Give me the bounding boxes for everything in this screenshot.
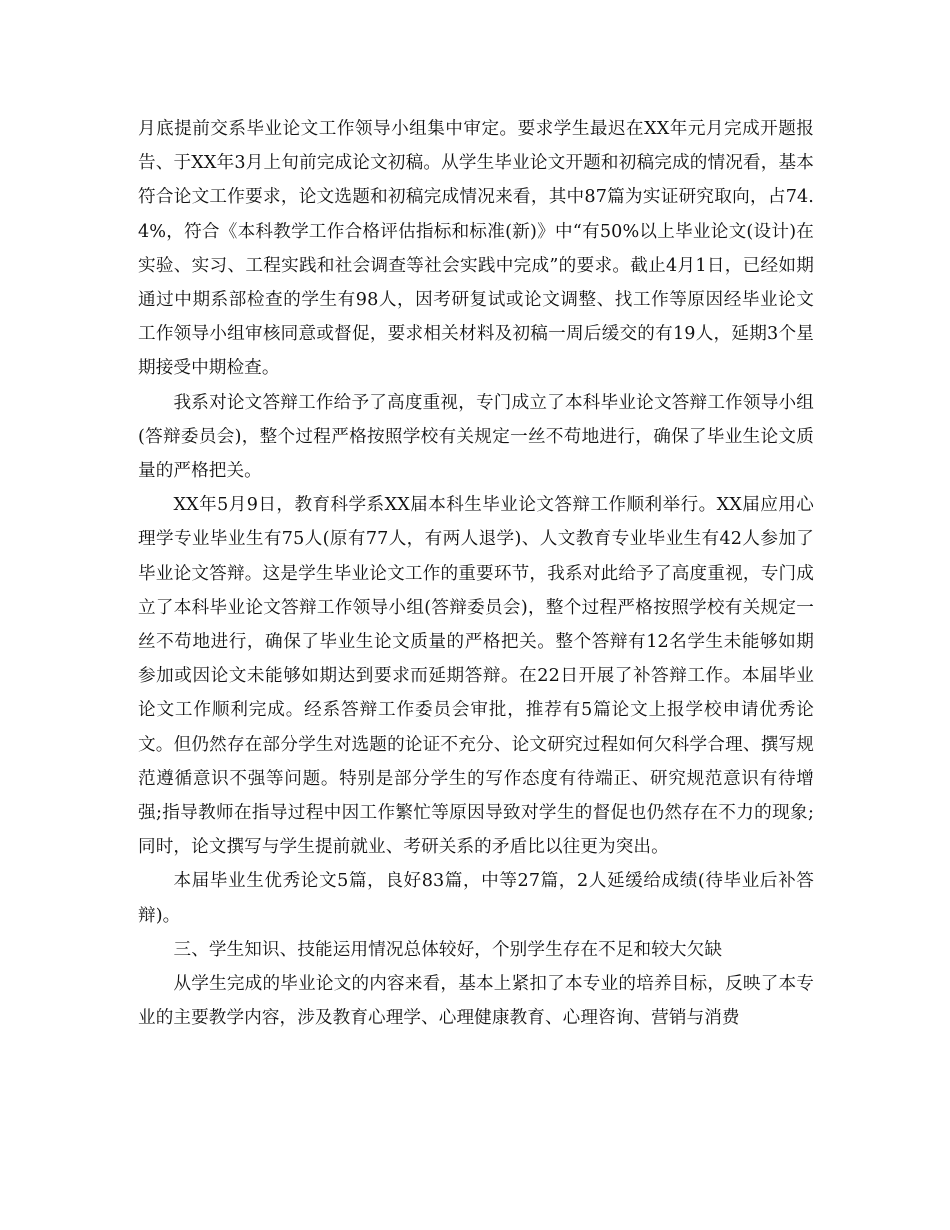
paragraph-1: 月底提前交系毕业论文工作领导小组集中审定。要求学生最迟在XX年元月完成开题报告、于XX年3月上旬前完成论文初稿。从学生毕业论文开题和初稿完成的情况看，基本符合论文工作要求，论文选题和初稿完成情况来看，其中87篇为实证研究取向，占74.4%，符合《本科教学工作合格评估指标和标准(新)》中“有50%以上毕业论文(设计)在实验、实习、工程实践和社会调查等社会实践中完成”的要求。截止4月1日，已经如期通过中期系部检查的学生有98人，因考研复试或论文调整、找工作等原因经毕业论文工作领导小组审核同意或督促，要求相关材料及初稿一周后缓交的有19人，延期3个星期接受中期检查。 [138, 119, 814, 379]
paragraph-4: 本届毕业生优秀论文5篇，良好83篇，中等27篇，2人延缓给成绩(待毕业后补答辩)。 [138, 871, 814, 926]
paragraph-3: XX年5月9日，教育科学系XX届本科生毕业论文答辩工作顺利举行。XX届应用心理学专业毕业生有75人(原有77人，有两人退学)、人文教育专业毕业生有42人参加了毕业论文答辩。这是学生毕业论文工作的重要环节，我系对此给予了高度重视，专门成立了本科毕业论文答辩工作领导小组(答辩委员会)，整个过程严格按照学校有关规定一丝不苟地进行，确保了毕业生论文质量的严格把关。整个答辩有12名学生未能够如期参加或因论文未能够如期达到要求而延期答辩。在22日开展了补答辩工作。本届毕业论文工作顺利完成。经系答辩工作委员会审批，推荐有5篇论文上报学校申请优秀论文。但仍然存在部分学生对选题的论证不充分、论文研究过程如何欠科学合理、撰写规范遵循意识不强等问题。特别是部分学生的写作态度有待端正、研究规范意识有待增强;指导教师在指导过程中因工作繁忙等原因导致对学生的督促也仍然存在不力的现象;同时，论文撰写与学生提前就业、考研关系的矛盾比以往更为突出。 [138, 495, 814, 858]
paragraph-5: 从学生完成的毕业论文的内容来看，基本上紧扣了本专业的培养目标，反映了本专业的主要教学内容，涉及教育心理学、心理健康教育、心理咨询、营销与消费 [138, 974, 814, 1029]
paragraph-2: 我系对论文答辩工作给予了高度重视，专门成立了本科毕业论文答辩工作领导小组(答辩委员会)，整个过程严格按照学校有关规定一丝不苟地进行，确保了毕业生论文质量的严格把关。 [138, 392, 814, 482]
section-heading-3: 三、学生知识、技能运用情况总体较好，个别学生存在不足和较大欠缺 [173, 939, 723, 960]
document-body [138, 112, 814, 1035]
